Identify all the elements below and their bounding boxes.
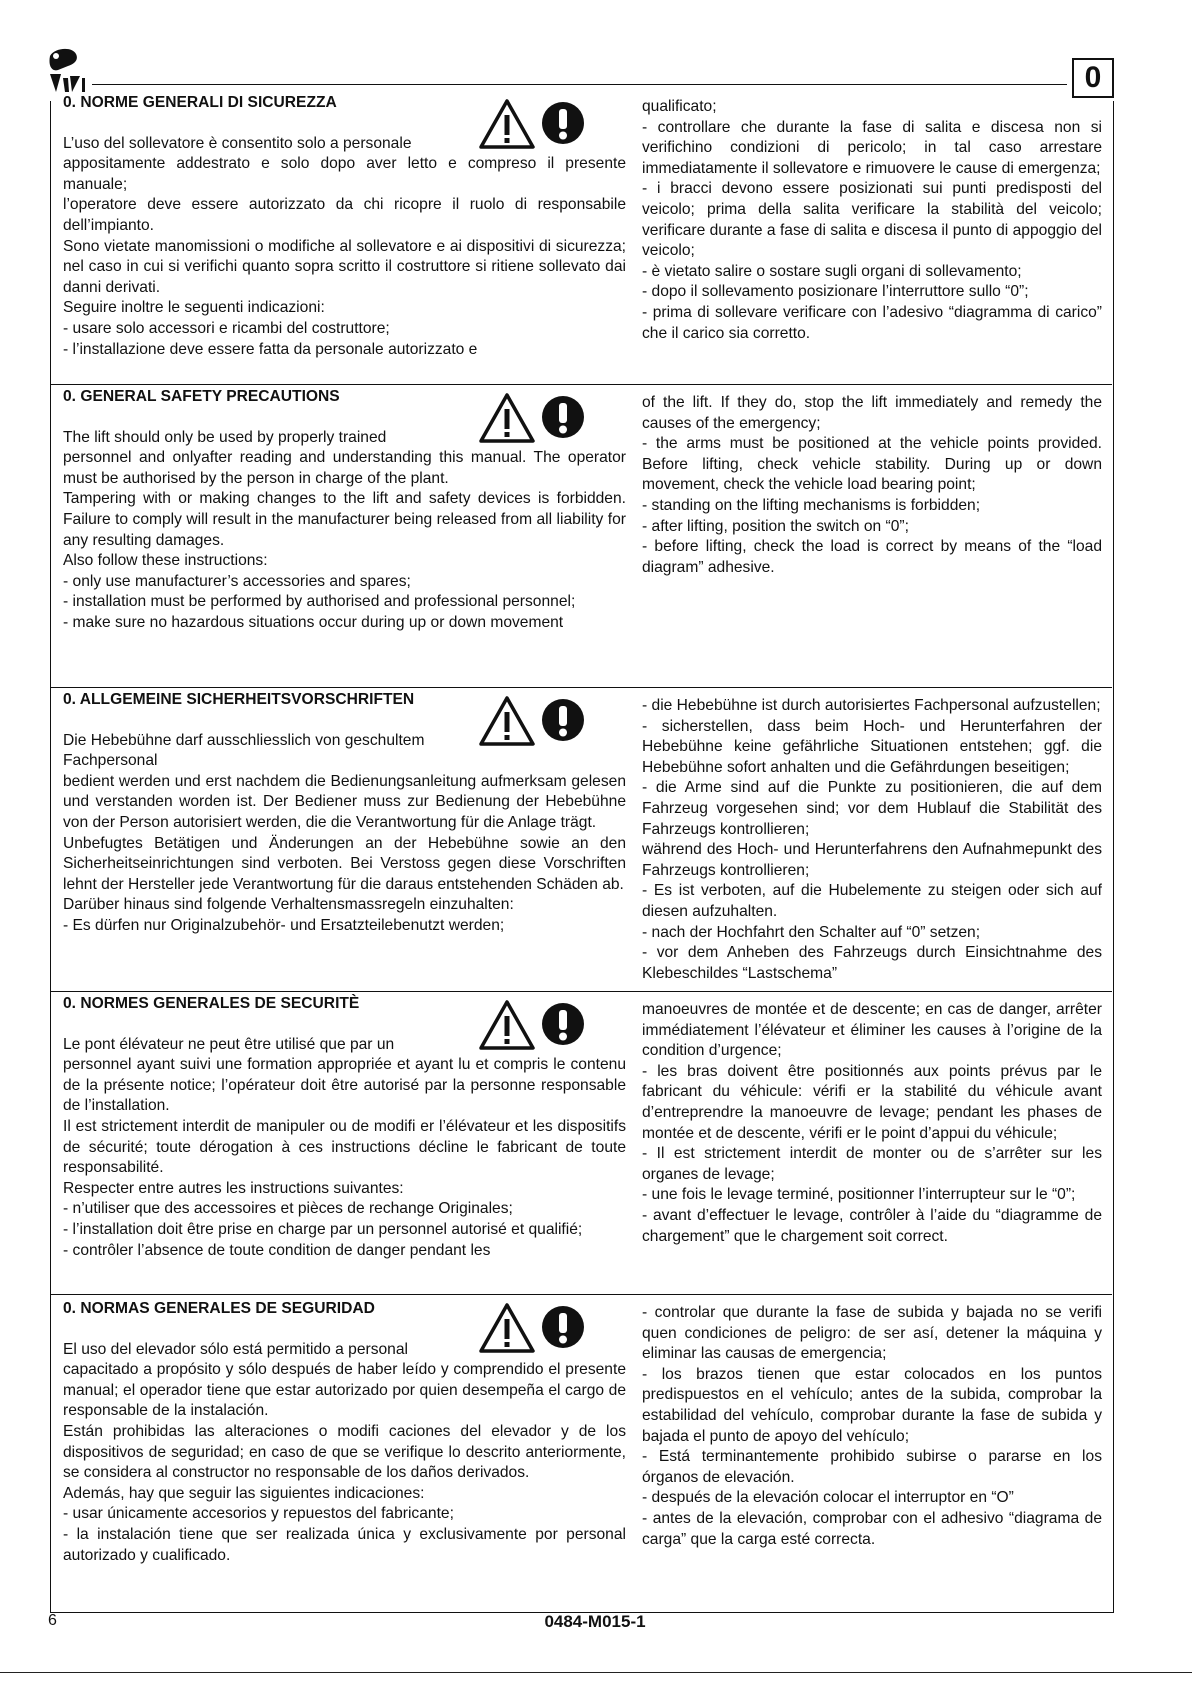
paragraph: Darüber hinaus sind folgende Verhaltensmassregeln einzuhalten: [63,896,514,914]
paragraph: of the lift. If they do, stop the lift immediately and remedy the causes of the emergency; [642,394,1102,432]
warning-triangle-icon [481,1305,533,1351]
paragraph: - only use manufacturer’s accessories and spares; [63,572,411,590]
lead-text: Le pont élévateur ne peut être utilisé que par un [63,1035,395,1053]
header-rule [92,84,1067,85]
paragraph: Tampering with or making changes to the lift and safety devices is forbidden. Failure to comply will result in the manufacturer being released from all liability for any resulting damages. [63,490,626,549]
paragraph: - the arms must be positioned at the vehicle points provided. Before lifting, check vehicle stability. During up or down movement, check the vehicle load bearing point; [642,435,1102,494]
warning-triangle-icon [481,1002,533,1048]
paragraph: - before lifting, check the load is correct by means of the “load diagram” adhesive. [642,538,1102,576]
section-title: 0. NORMES GENERALES DE SECURITÈ [63,995,360,1012]
exclamation-circle-icon [542,1003,584,1045]
paragraph: - dopo il sollevamento posizionare l’interruttore sullo “0”; [642,283,1029,301]
paragraph: - è vietato salire o sostare sugli organi di sollevamento; [642,262,1022,280]
lead-text: El uso del elevador sólo está permitido a personal [63,1340,408,1358]
exclamation-circle-icon [542,102,584,144]
safety-icons [479,696,627,748]
paragraph: - la instalación tiene que ser realizada única y exclusivamente por personal autorizado y cualificado. [63,1525,626,1564]
warning-triangle-icon [481,101,533,147]
paragraph: personnel ayant suivi une formation appropriée et ayant lu et compris le contenu de la présente notice; l’opérateur doit être autorisé par la personne responsable de l’installation. [63,1056,626,1115]
warning-triangle-icon [481,395,533,441]
paragraph: - nach der Hochfahrt den Schalter auf “0” setzen; [642,923,981,941]
paragraph: l’operatore deve essere autorizzato da chi ricopre il ruolo di responsabile dell’impianto. [63,196,626,234]
paragraph: - die Hebebühne ist durch autorisiertes Fachpersonal aufzustellen; [642,697,1101,714]
warning-triangle-icon [481,698,533,744]
paragraph: Respecter entre autres les instructions suivantes: [63,1179,404,1197]
paragraph: Il est strictement interdit de manipuler ou de modifi er l’élévateur et les dispositifs de sécurité; toute dérogation à ces instructions décline le fabricant de toute responsabilité. [63,1117,626,1177]
paragraph: - los brazos tienen que estar colocados en los puntos predispuestos en el vehículo; antes de la subida, comprobar la estabilidad del vehículo, comprobar durante la fase de subida y bajada el punto de apoyo del vehículo; [642,1365,1102,1445]
right-column [642,1303,1102,1550]
paragraph: Also follow these instructions: [63,552,268,570]
paragraph: - Es dürfen nur Originalzubehör- und Ersatzteilebenutzt werden; [63,916,505,934]
paragraph: qualificato; [642,98,717,115]
paragraph: - l’installation doit être prise en charge par un personnel autorisé et qualifié; [63,1220,583,1238]
paragraph: - les bras doivent être positionnés aux points prévus par le fabricant du véhicule: vérifi er la stabilité du véhicule avant d’entreprendre la manoeuvre de levage; pendant les phases de montée et de descente, vérifi er le point d’appui du véhicule; [642,1062,1102,1142]
paragraph: Unbefugtes Betätigen und Änderungen an der Hebebühne sowie an den Sicherheitseinrichtungen sind verboten. Bei Verstoss gegen diese Vorschriften lehnt der Hersteller jede Verantwortung für die daraus entstehenden Schäden ab. [63,834,626,893]
bottom-rule [0,1672,1192,1673]
paragraph: - prima di sollevare verificare con l’adesivo “diagramma di carico” che il carico sia corretto. [642,303,1102,342]
paragraph: - antes de la elevación, comprobar con el adhesivo “diagrama de carga” que la carga esté correcta. [642,1509,1102,1548]
safety-icons [479,1303,627,1355]
safety-icons [479,1000,627,1052]
section-english [51,384,1112,687]
paragraph: - l’installazione deve essere fatta da personale autorizzato e [63,340,478,358]
paragraph: während des Hoch- und Herunterfahrens den Aufnahmepunkt des Fahrzeugs kontrollieren; [642,841,1102,879]
right-column [642,696,1102,984]
right-column [642,393,1102,578]
paragraph: - make sure no hazardous situations occur during up or down movement [63,613,564,631]
section-title: 0. ALLGEMEINE SICHERHEITSVORSCHRIFTEN [63,691,415,708]
paragraph: - after lifting, position the switch on “0”; [642,517,909,535]
paragraph: - Es ist verboten, auf die Hubelemente zu steigen oder sich auf diesen aufzuhalten. [642,882,1102,920]
paragraph: - Il est strictement interdit de monter ou de s’arrêter sur les organes de levage; [642,1145,1102,1183]
paragraph: - die Arme sind auf die Punkte zu positionieren, die auf dem Fahrzeug vorgesehen sind; vor dem Hublauf die Stabilität des Fahrzeugs kontrollieren; [642,779,1102,838]
lead-text: L’uso del sollevatore è consentito solo a personale [63,134,412,152]
section-number-box: 0 [1072,58,1114,98]
right-column [642,97,1102,344]
paragraph: - contrôler l’absence de toute condition de danger pendant les [63,1241,491,1259]
paragraph: - sicherstellen, dass beim Hoch- und Herunterfahren der Hebebühne keine gefährliche Situationen entstehen; ggf. die Hebebühne sofort anhalten und die Gefährdungen beseitigen; [642,717,1102,776]
section-german [51,687,1112,991]
lead-text: The lift should only be used by properly trained [63,428,387,446]
paragraph: Están prohibidas las alteraciones o modifi caciones del elevador y de los dispositivos de seguridad; en caso de que se verifique lo descrito anteriormente, se considera al constructor no responsable de los daños derivados. [63,1422,626,1482]
company-logo-icon [44,48,94,94]
paragraph: - después de la elevación colocar el interruptor en “O” [642,1489,1014,1507]
paragraph: Además, hay que seguir las siguientes indicaciones: [63,1484,425,1502]
paragraph: appositamente addestrato e solo dopo aver letto e compreso il presente manuale; [63,155,626,193]
paragraph: - avant d’effectuer le levage, contrôler à l’aide du “diagramme de chargement” que le chargement soit correct. [642,1206,1102,1245]
safety-sections [50,94,1114,1613]
section-title: 0. NORME GENERALI DI SICUREZZA [63,94,337,111]
right-column [642,1000,1102,1247]
section-italian [51,94,1112,358]
paragraph: - une fois le levage terminé, positionner l’interrupteur sur le “0”; [642,1186,1076,1204]
paragraph: - Está terminantemente prohibido subirse o pararse en los órganos de elevación. [642,1448,1102,1486]
safety-icons [479,99,627,151]
section-french [51,991,1112,1294]
paragraph: capacitado a propósito y sólo después de haber leído y comprendido el presente manual; el operador tiene que estar autorizado por quien desempeña el cargo de responsable de la instalación. [63,1361,626,1420]
safety-icons [479,393,627,445]
paragraph: - n’utiliser que des accessoires et pièces de rechange Originales; [63,1200,513,1218]
paragraph: personnel and onlyafter reading and understanding this manual. The operator must be authorised by the person in charge of the plant. [63,449,626,487]
exclamation-circle-icon [542,1306,584,1348]
paragraph: - controlar que durante la fase de subida y bajada no se verifi quen condiciones de peligro: de ser así, detener la máquina y eliminar las causas de emergencia; [642,1304,1102,1363]
paragraph: Fachpersonal [63,752,158,770]
exclamation-circle-icon [542,699,584,741]
paragraph: bedient werden und erst nachdem die Bedienungsanleitung aufmerksam gelesen und verstanden worden ist. Der Bediener muss zur Bedienung der Hebebühne von der Person autorisiert werden, die die Verantwortung für die Anlage trägt. [63,772,626,831]
paragraph: - standing on the lifting mechanisms is forbidden; [642,496,981,514]
section-spanish [51,1294,1112,1612]
paragraph: - controllare che durante la fase di salita e discesa non si verifichino condizioni di pericolo; in tal caso arrestare immediatamente il sollevatore e rimuovere le cause di emergenza; [642,118,1102,177]
section-title: 0. NORMAS GENERALES DE SEGURIDAD [63,1300,375,1317]
paragraph: - usare solo accessori e ricambi del costruttore; [63,319,390,337]
document-code: 0484-M015-1 [544,1612,646,1631]
paragraph: manoeuvres de montée et de descente; en cas de danger, arrêter immédiatement l’élévateur et éliminer les causes à l’origine de la condition d’urgence; [642,1001,1102,1060]
paragraph: - vor dem Anheben des Fahrzeugs durch Einsichtnahme des Klebeschildes “Lastschema” [642,944,1102,982]
paragraph: Sono vietate manomissioni o modifiche al sollevatore e ai dispositivi di sicurezza; nel caso in cui si verifichi quanto sopra scritto il costruttore si ritiene sollevato dai danni derivati. [63,237,626,296]
exclamation-circle-icon [542,396,584,438]
paragraph: - installation must be performed by authorised and professional personnel; [63,593,576,611]
paragraph: - usar únicamente accesorios y repuestos del fabricante; [63,1505,454,1523]
paragraph: - i bracci devono essere posizionati sui punti predisposti del veicolo; prima della salita verificare la stabilità del veicolo; verificare durante a fase di salita e discesa il punto di appoggio del veicolo; [642,180,1102,260]
lead-text: Die Hebebühne darf ausschliesslich von geschultem [63,731,425,749]
page-number: 6 [48,1612,57,1629]
paragraph: Seguire inoltre le seguenti indicazioni: [63,299,325,317]
section-title: 0. GENERAL SAFETY PRECAUTIONS [63,388,340,405]
